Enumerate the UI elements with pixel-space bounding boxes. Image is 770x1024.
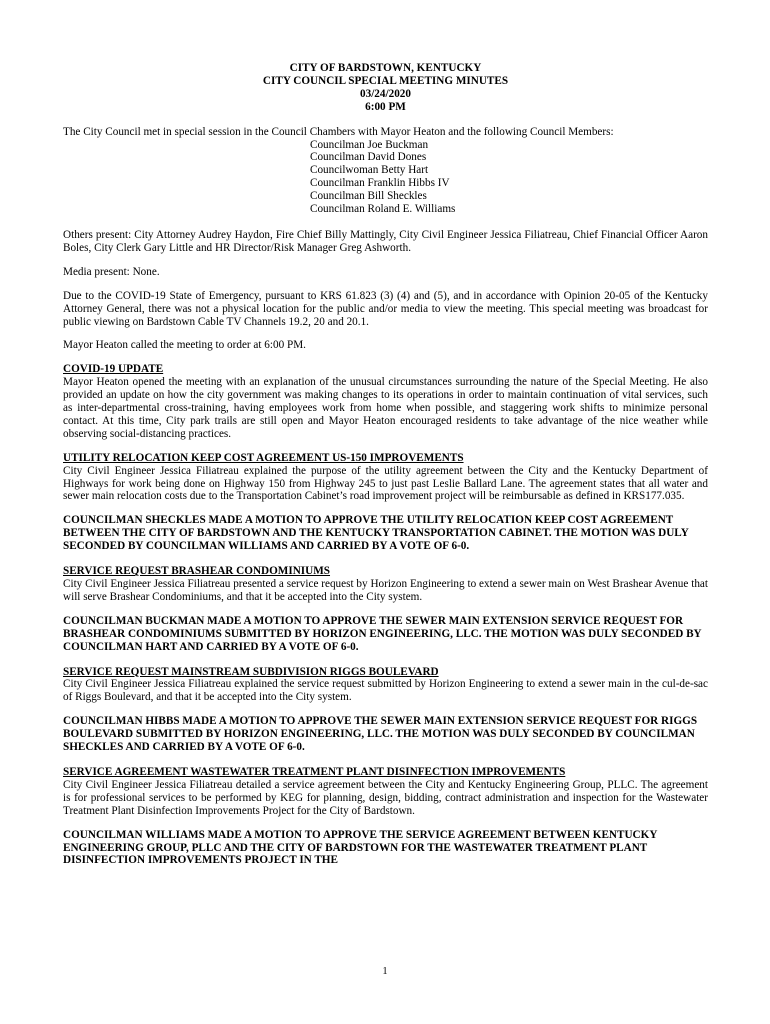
council-member: Councilman Bill Sheckles [310,190,427,203]
section-body: City Civil Engineer Jessica Filiatreau explained the service request submitted by Horizon Engineering to extend a sewer main in the cul-de-sac of Riggs Boulevard, and that it be accepted into the City system. [63,678,708,704]
media-present: Media present: None. [63,265,160,278]
page-number: 1 [382,966,388,977]
others-present: Others present: City Attorney Audrey Haydon, Fire Chief Billy Mattingly, City Civil Engineer Jessica Filiatreau, Chief Financial Officer Aaron Boles, City Clerk Gary Little and HR Director/Risk Manager Greg Ashworth. [63,228,708,254]
section-brashear-condominiums [63,565,708,653]
section-body: City Civil Engineer Jessica Filiatreau presented a service request by Horizon Engineering to extend a sewer main on West Brashear Avenue that will serve Brashear Condominiums, and that it be accepted into the City system. [63,578,708,603]
section-body: Mayor Heaton opened the meeting with an explanation of the unusual circumstances surrounding the nature of the Special Meeting. He also provided an update on how the city government was making changes to its operations in order to maintain continuation of vital services, such as inter-departmental cross-training, having employees work from home when possible, and staggering work shifts to minimize personal contact. At this time, City park trails are still open and Mayor Heaton encouraged residents to take advantage of the nice weather while observing social-distancing practices. [63,376,708,440]
meeting-date: 03/24/2020 [360,87,411,100]
section-heading: COVID-19 UPDATE [63,363,164,376]
document-title: CITY COUNCIL SPECIAL MEETING MINUTES [262,74,509,87]
section-wastewater-treatment [63,766,708,867]
city-title: CITY OF BARDSTOWN, KENTUCKY [289,62,482,74]
council-member: Councilman Roland E. Williams [310,203,456,216]
motion-text: COUNCILMAN BUCKMAN MADE A MOTION TO APPROVE THE SEWER MAIN EXTENSION SERVICE REQUEST FOR BRASHEAR CONDOMINIUMS SUBMITTED BY HORIZON ENGINEERING, LLC. THE MOTION WAS DULY SECONDED BY COUNCILMAN HART AND CARRIED BY A VOTE OF 6-0. [63,614,702,653]
intro-paragraph: The City Council met in special session in the Council Chambers with Mayor Heaton and the following Council Members: [63,125,614,138]
section-covid-update [63,363,708,440]
section-heading: SERVICE REQUEST BRASHEAR CONDOMINIUMS [63,565,331,578]
council-member: Councilman David Dones [310,151,427,164]
meeting-time: 6:00 PM [365,100,406,113]
section-heading: SERVICE AGREEMENT WASTEWATER TREATMENT PLANT DISINFECTION IMPROVEMENTS [63,765,566,778]
section-heading: UTILITY RELOCATION KEEP COST AGREEMENT US-150 IMPROVEMENTS [63,451,464,464]
document-header [63,62,708,114]
council-member: Councilwoman Betty Hart [310,164,429,177]
motion-text: COUNCILMAN SHECKLES MADE A MOTION TO APPROVE THE UTILITY RELOCATION KEEP COST AGREEMENT BETWEEN THE CITY OF BARDSTOWN AND THE KENTUCKY TRANSPORTATION CABINET. THE MOTION WAS DULY SECONDED BY COUNCILMAN WILLIAMS AND CARRIED BY A VOTE OF 6-0. [63,514,689,553]
section-body: City Civil Engineer Jessica Filiatreau detailed a service agreement between the City and Kentucky Engineering Group, PLLC. The agreement is for professional services to be performed by KEG for planning, design, bidding, contract administration and inspection for the Wastewater Treatment Plant Disinfection Improvements Project for the City of Bardstown. [63,778,708,817]
minutes-page [63,62,708,879]
section-utility-relocation [63,452,708,553]
section-body: City Civil Engineer Jessica Filiatreau explained the purpose of the utility agreement between the City and the Kentucky Department of Highways for work being done on Highway 150 from Highway 245 to just past Leslie Ballard Lane. The agreement states that all water and sewer main relocation costs due to the Transportation Cabinet’s road improvement project will be reimbursable as defined in KRS177.035. [63,464,708,503]
motion-text: COUNCILMAN WILLIAMS MADE A MOTION TO APPROVE THE SERVICE AGREEMENT BETWEEN KENTUCKY ENGINEERING GROUP, PLLC AND THE CITY OF BARDSTOWN FOR THE WASTEWATER TREATMENT PLANT DISINFECTION IMPROVEMENTS PROJECT IN THE [63,828,657,867]
council-members-list [310,139,708,216]
call-to-order: Mayor Heaton called the meeting to order at 6:00 PM. [63,339,306,352]
council-member: Councilman Franklin Hibbs IV [310,177,450,190]
motion-text: COUNCILMAN HIBBS MADE A MOTION TO APPROVE THE SEWER MAIN EXTENSION SERVICE REQUEST FOR RIGGS BOULEVARD SUBMITTED BY HORIZON ENGINEERING, LLC. THE MOTION WAS DULY SECONDED BY COUNCILMAN SHECKLES AND CARRIED BY A VOTE OF 6-0. [63,715,698,754]
covid-notice: Due to the COVID-19 State of Emergency, pursuant to KRS 61.823 (3) (4) and (5), and in accordance with Opinion 20-05 of the Kentucky Attorney General, there was not a physical location for the public and/or media to view the meeting. This special meeting was broadcast for public viewing on Bardstown Cable TV Channels 19.2, 20 and 20.1. [63,289,708,328]
council-member: Councilman Joe Buckman [310,138,429,151]
section-heading: SERVICE REQUEST MAINSTREAM SUBDIVISION RIGGS BOULEVARD [63,665,439,678]
section-riggs-boulevard [63,666,708,754]
